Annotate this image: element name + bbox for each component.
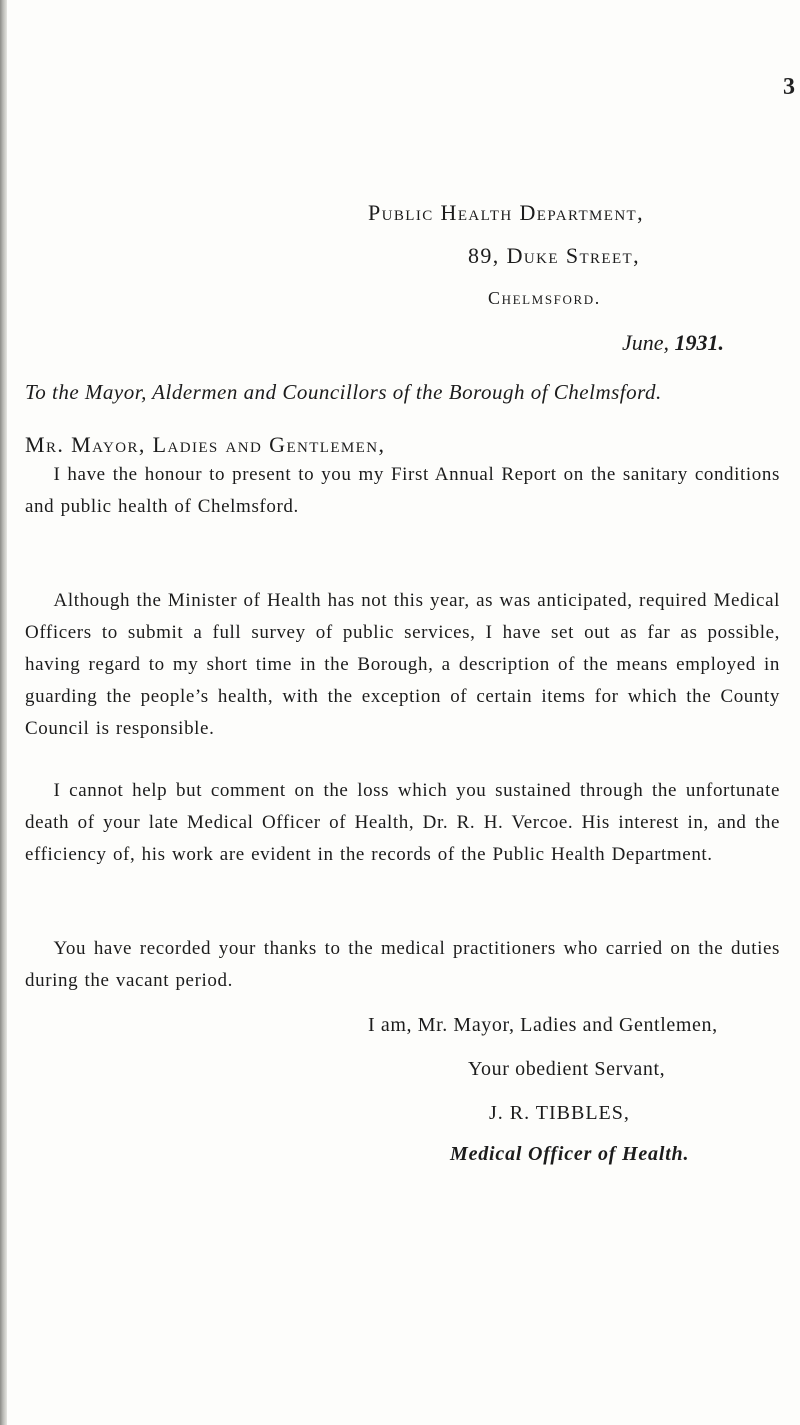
letter-date [622,330,724,356]
letterhead-street: 89, Duke Street, [468,243,641,268]
paragraph-thanks: You have recorded your thanks to the medical practitioners who carried on the duties during the vacant period. [25,938,780,991]
paragraph-report-intro: I have the honour to present to you my First Annual Report on the sanitary conditions and public health of Chelmsford. [25,464,780,517]
date-month: June, [622,330,670,355]
binding-edge [0,0,7,1425]
signatory-title: Medical Officer of Health. [450,1143,690,1165]
letterhead-department: Public Health Department, [368,200,645,225]
date-year: 1931. [674,330,725,355]
addressee: To the Mayor, Aldermen and Councillors of the Borough of Chelmsford. [25,380,662,404]
closing-greeting: I am, Mr. Mayor, Ladies and Gentlemen, [368,1014,718,1036]
closing-servant: Your obedient Servant, [468,1058,666,1080]
paragraph-predecessor: I cannot help but comment on the loss which you sustained through the unfortunate death of your late Medical Officer of Health, Dr. R. H. Vercoe. His interest in, and the efficiency of, his work are evident in the records of the Public Health Department. [25,780,780,865]
letterhead-town: Chelmsford. [488,288,601,308]
signatory-name: J. R. TIBBLES, [489,1102,630,1124]
salutation: Mr. Mayor, Ladies and Gentlemen, [25,432,386,457]
paragraph-survey: Although the Minister of Health has not this year, as was anticipated, required Medical Officers to submit a full survey of public services, I have set out as far as possible, having regard to my short time in the Borough, a description of the means employed in guarding the people’s health, with the exception of certain items for which the County Council is responsible. [25,590,780,739]
page-number: 3 [783,74,795,100]
